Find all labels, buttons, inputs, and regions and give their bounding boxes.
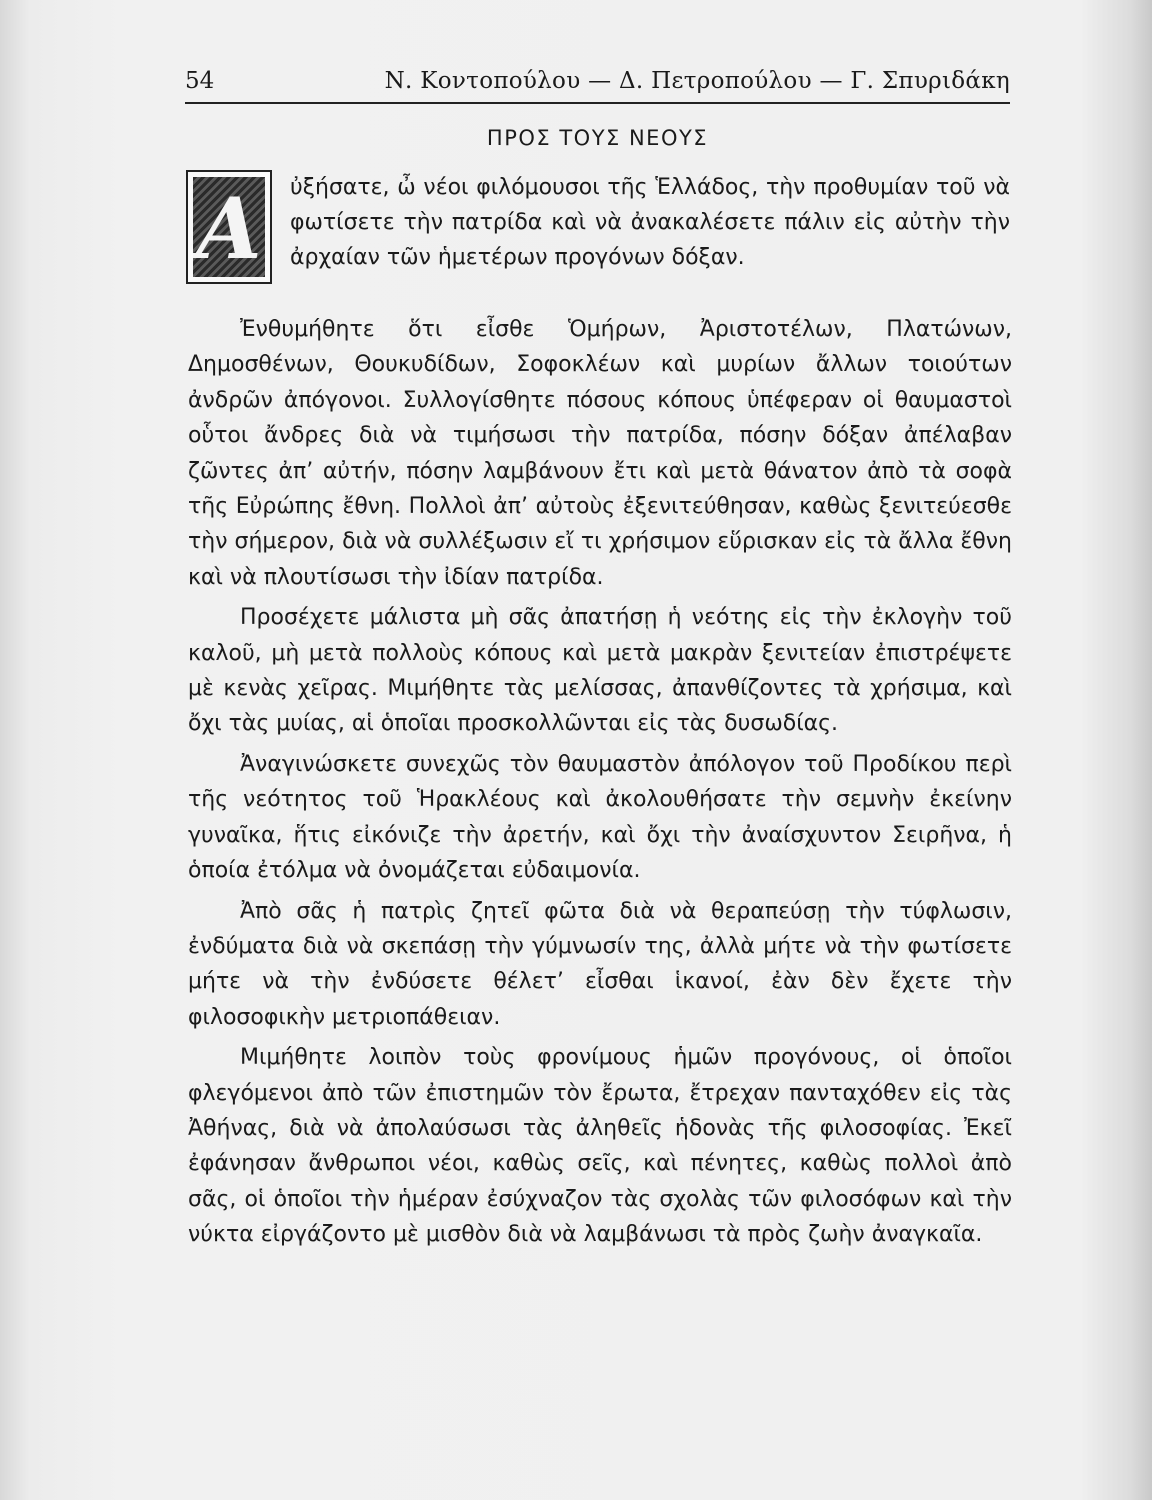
running-header	[185, 62, 1010, 104]
ornament-pattern	[193, 177, 265, 277]
paragraph: Ἀναγινώσκετε συνεχῶς τὸν θαυμαστὸν ἀπόλογον τοῦ Προδίκου περὶ τῆς νεότητος τοῦ Ἡρακλέους καὶ ἀκολουθήσατε τὴν σεμνὴν ἐκείνην γυναῖκα, ἥτις εἰκόνιζε τὴν ἀρετήν, καὶ ὄχι τὴν ἀναίσχυντον Σειρῆνα, ἡ ὁποία ἐτόλμα νὰ ὀνομάζεται εὐδαιμονία.	[188, 751, 1012, 884]
running-head-authors: Ν. Κοντοπούλου — Δ. Πετροπούλου — Γ. Σπυριδάκη	[384, 68, 1010, 94]
first-paragraph: ὐξήσατε, ὦ νέοι φιλόμουσοι τῆς Ἑλλάδος, τὴν προθυμίαν τοῦ νὰ φωτίσετε τὴν πατρίδα καὶ νὰ ἀνακαλέσετε πάλιν εἰς αὐτὴν τὴν ἀρχαίαν τῶν ἡμετέρων προγόνων δόξαν.	[290, 175, 1010, 270]
paragraph: Προσέχετε μάλιστα μὴ σᾶς ἀπατήσῃ ἡ νεότης εἰς τὴν ἐκλογὴν τοῦ καλοῦ, μὴ μετὰ πολλοὺς κόπους καὶ μετὰ μακρὰν ξενιτείαν ἐπιστρέψετε μὲ κενὰς χεῖρας. Μιμήθητε τὰς μελίσσας, ἀπανθίζοντες τὰ χρήσιμα, καὶ ὄχι τὰς μυίας, αἱ ὁποῖαι προσκολλῶνται εἰς τὰς δυσωδίας.	[188, 605, 1012, 737]
paragraph: Ἐνθυμήθητε ὅτι εἶσθε Ὁμήρων, Ἀριστοτέλων, Πλατώνων, Δημοσθένων, Θουκυδίδων, Σοφοκλέων καὶ μυρίων ἄλλων τοιούτων ἀνδρῶν ἀπόγονοι. Συλλογίσθητε πόσους κόπους ὑπέφεραν οἱ θαυμαστοὶ οὗτοι ἄνδρες διὰ νὰ τιμήσωσι τὴν πατρίδα, πόσην δόξαν ἀπέλαβαν ζῶντες ἀπ’ αὐτήν, πόσην λαμβάνουν ἔτι καὶ μετὰ θάνατον ἀπὸ τὰ σοφὰ τῆς Εὐρώπης ἔθνη. Πολλοὶ ἀπ’ αὐτοὺς ἐξενιτεύθησαν, καθὼς ξενιτεύεσθε τὴν σήμερον, διὰ νὰ συλλέξωσιν εἴ τι χρήσιμον εὕρισκαν εἰς τὰ ἄλλα ἔθνη καὶ νὰ πλουτίσωσι τὴν ἰδίαν πατρίδα.	[188, 317, 1012, 590]
ornamental-initial	[186, 170, 272, 284]
body-text	[188, 312, 1012, 1253]
page-number: 54	[185, 68, 215, 94]
paragraph: Ἀπὸ σᾶς ἡ πατρὶς ζητεῖ φῶτα διὰ νὰ θεραπεύσῃ τὴν τύφλωσιν, ἐνδύματα διὰ νὰ σκεπάσῃ τὴν γύμνωσίν της, ἀλλὰ μήτε νὰ τὴν φωτίσετε μήτε νὰ τὴν ἐνδύσετε θέλετ’ εἶσθαι ἱκανοί, ἐὰν δὲν ἔχετε τὴν φιλοσοφικὴν μετριοπάθειαν.	[188, 898, 1012, 1030]
paragraph: Μιμήθητε λοιπὸν τοὺς φρονίμους ἡμῶν προγόνους, οἱ ὁποῖοι φλεγόμενοι ἀπὸ τῶν ἐπιστημῶν τὸν ἔρωτα, ἔτρεχαν πανταχόθεν εἰς τὰς Ἀθήνας, διὰ νὰ ἀπολαύσωσι τὰς ἀληθεῖς ἡδονὰς τῆς φιλοσοφίας. Ἐκεῖ ἐφάνησαν ἄνθρωποι νέοι, καθὼς σεῖς, καὶ πένητες, καθὼς πολλοὶ ἀπὸ σᾶς, οἱ ὁποῖοι τὴν ἡμέραν ἐσύχναζον τὰς σχολὰς τῶν φιλοσόφων καὶ τὴν νύκτα εἰργάζοντο μὲ μισθὸν διὰ νὰ λαμβάνωσι τὰ πρὸς ζωὴν ἀναγκαῖα.	[188, 1045, 1012, 1248]
drop-cap-letter: Α	[196, 179, 262, 277]
section-title: ΠΡΟΣ ΤΟΥΣ ΝΕΟΥΣ	[486, 126, 709, 150]
